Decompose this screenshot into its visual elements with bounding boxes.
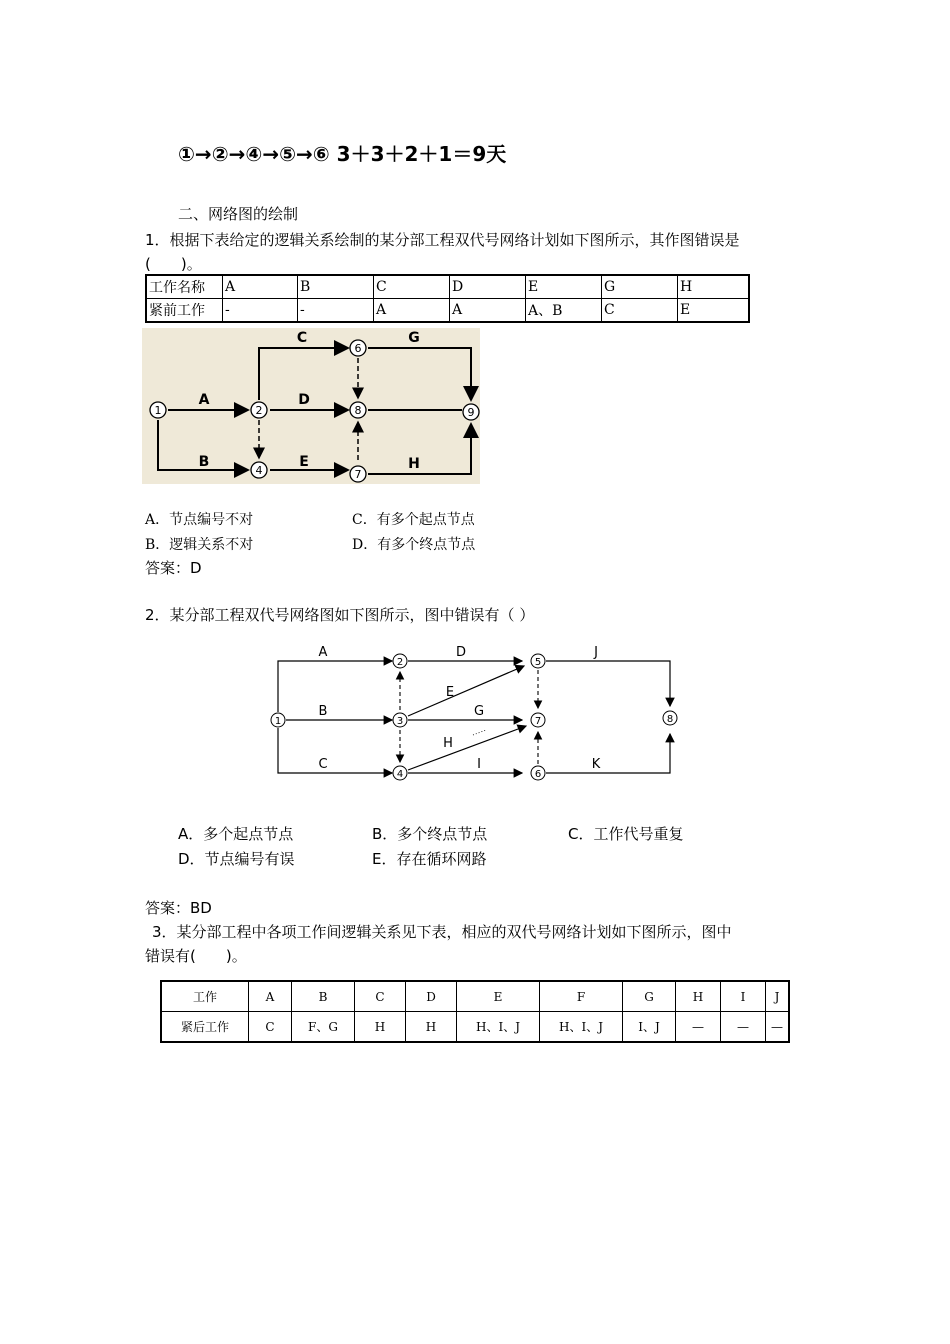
table-cell: E <box>457 981 540 1012</box>
activity-label: K <box>591 757 601 772</box>
table-cell: H <box>355 1012 406 1043</box>
table-cell: C <box>602 299 678 323</box>
table-cell: C <box>374 275 450 299</box>
critical-path-line: ①→②→④→⑤→⑥ 3＋3＋2＋1＝9天 <box>178 142 507 166</box>
q2-option-e: E．存在循环网路 <box>372 850 487 868</box>
table-cell: H <box>406 1012 457 1043</box>
node-label: 7 <box>354 468 362 481</box>
activity-label: C <box>296 330 308 346</box>
q3-text-line1: 3．某分部工程中各项工作间逻辑关系见下表，相应的双代号网络计划如下图所示，图中 <box>152 923 732 941</box>
activity-label: C <box>318 757 328 772</box>
q2-option-d: D．节点编号有误 <box>178 850 295 868</box>
activity-label: H <box>443 736 453 751</box>
table-cell: J <box>766 981 790 1012</box>
q2-network-diagram <box>268 642 690 784</box>
q3-logic-table <box>160 980 790 1043</box>
q1-option-d: D．有多个终点节点 <box>352 537 476 553</box>
table-cell: A <box>450 299 526 323</box>
q2-option-a: A．多个起点节点 <box>178 825 294 843</box>
q3-text-line2: 错误有( )。 <box>145 947 247 965</box>
q2-text-line1: 2．某分部工程双代号网络图如下图所示，图中错误有（ ） <box>145 606 535 624</box>
q2-network-svg <box>268 642 690 784</box>
node-label: 3 <box>396 716 404 727</box>
table-cell: I、J <box>623 1012 676 1043</box>
q2-answer: 答案：BD <box>145 899 212 917</box>
activity-label: A <box>318 645 328 660</box>
table-cell: C <box>355 981 406 1012</box>
table-cell: — <box>721 1012 766 1043</box>
activity-label: J <box>594 645 598 660</box>
table-cell: A <box>223 275 298 299</box>
table-row <box>146 299 749 323</box>
table-cell: — <box>676 1012 721 1043</box>
activity-label: E <box>445 685 455 700</box>
table-row <box>146 275 749 299</box>
table-cell: I <box>721 981 766 1012</box>
node-label: 5 <box>534 657 542 668</box>
q1-logic-table <box>145 274 750 323</box>
q1-answer: 答案：D <box>145 559 202 577</box>
node-label: 1 <box>154 404 162 417</box>
activity-label: G <box>408 330 420 346</box>
table-cell: F <box>540 981 623 1012</box>
table-cell: E <box>526 275 602 299</box>
table-cell: A <box>374 299 450 323</box>
node-label: 1 <box>274 716 282 727</box>
table-row <box>161 1012 789 1043</box>
activity-label: I <box>477 757 481 772</box>
table-cell: A <box>249 981 292 1012</box>
q1-text-line1: 1．根据下表给定的逻辑关系绘制的某分部工程双代号网络计划如下图所示，其作图错误是 <box>145 231 740 249</box>
table-cell: B <box>298 275 374 299</box>
q2-option-b: B．多个终点节点 <box>372 825 488 843</box>
node-label: 7 <box>534 716 542 727</box>
table-cell: G <box>602 275 678 299</box>
table-cell: A、B <box>526 299 602 323</box>
table-cell: - <box>223 299 298 323</box>
node-label: 6 <box>354 342 362 355</box>
q1-text-line2: ( )。 <box>145 255 202 273</box>
q1-network-diagram <box>142 328 480 484</box>
table-cell: 工作 <box>161 981 249 1012</box>
section-title: 二、网络图的绘制 <box>178 205 299 223</box>
table-cell: F、G <box>292 1012 355 1043</box>
node-label: 8 <box>354 404 362 417</box>
node-label: 6 <box>534 769 542 780</box>
node-label: 8 <box>666 714 674 725</box>
table-cell: C <box>249 1012 292 1043</box>
activity-label: G <box>473 704 485 719</box>
q1-network-svg <box>142 328 480 484</box>
table-cell: H、I、J <box>457 1012 540 1043</box>
table-cell: D <box>406 981 457 1012</box>
table-cell: 紧前工作 <box>146 299 223 323</box>
node-label: 9 <box>467 406 475 419</box>
activity-label: H <box>408 456 420 472</box>
table-cell: D <box>450 275 526 299</box>
table-cell: 工作名称 <box>146 275 223 299</box>
node-label: 2 <box>396 657 404 668</box>
table-cell: E <box>678 299 750 323</box>
activity-label: A <box>198 392 210 408</box>
activity-label: D <box>298 392 310 408</box>
table-cell: H <box>678 275 750 299</box>
q1-option-c: C．有多个起点节点 <box>352 512 475 528</box>
activity-label: E <box>299 454 309 470</box>
table-cell: - <box>298 299 374 323</box>
q1-option-a: A．节点编号不对 <box>145 512 254 528</box>
q2-option-c: C．工作代号重复 <box>568 825 684 843</box>
node-label: 4 <box>255 464 263 477</box>
table-cell: 紧后工作 <box>161 1012 249 1043</box>
activity-label: B <box>198 454 210 470</box>
node-label: 2 <box>255 404 263 417</box>
table-cell: H、I、J <box>540 1012 623 1043</box>
table-cell: — <box>766 1012 790 1043</box>
table-cell: H <box>676 981 721 1012</box>
table-cell: G <box>623 981 676 1012</box>
activity-label: D <box>455 645 467 660</box>
q1-option-b: B．逻辑关系不对 <box>145 537 254 553</box>
node-label: 4 <box>396 769 404 780</box>
table-row <box>161 981 789 1012</box>
table-cell: B <box>292 981 355 1012</box>
activity-label: B <box>318 704 328 719</box>
